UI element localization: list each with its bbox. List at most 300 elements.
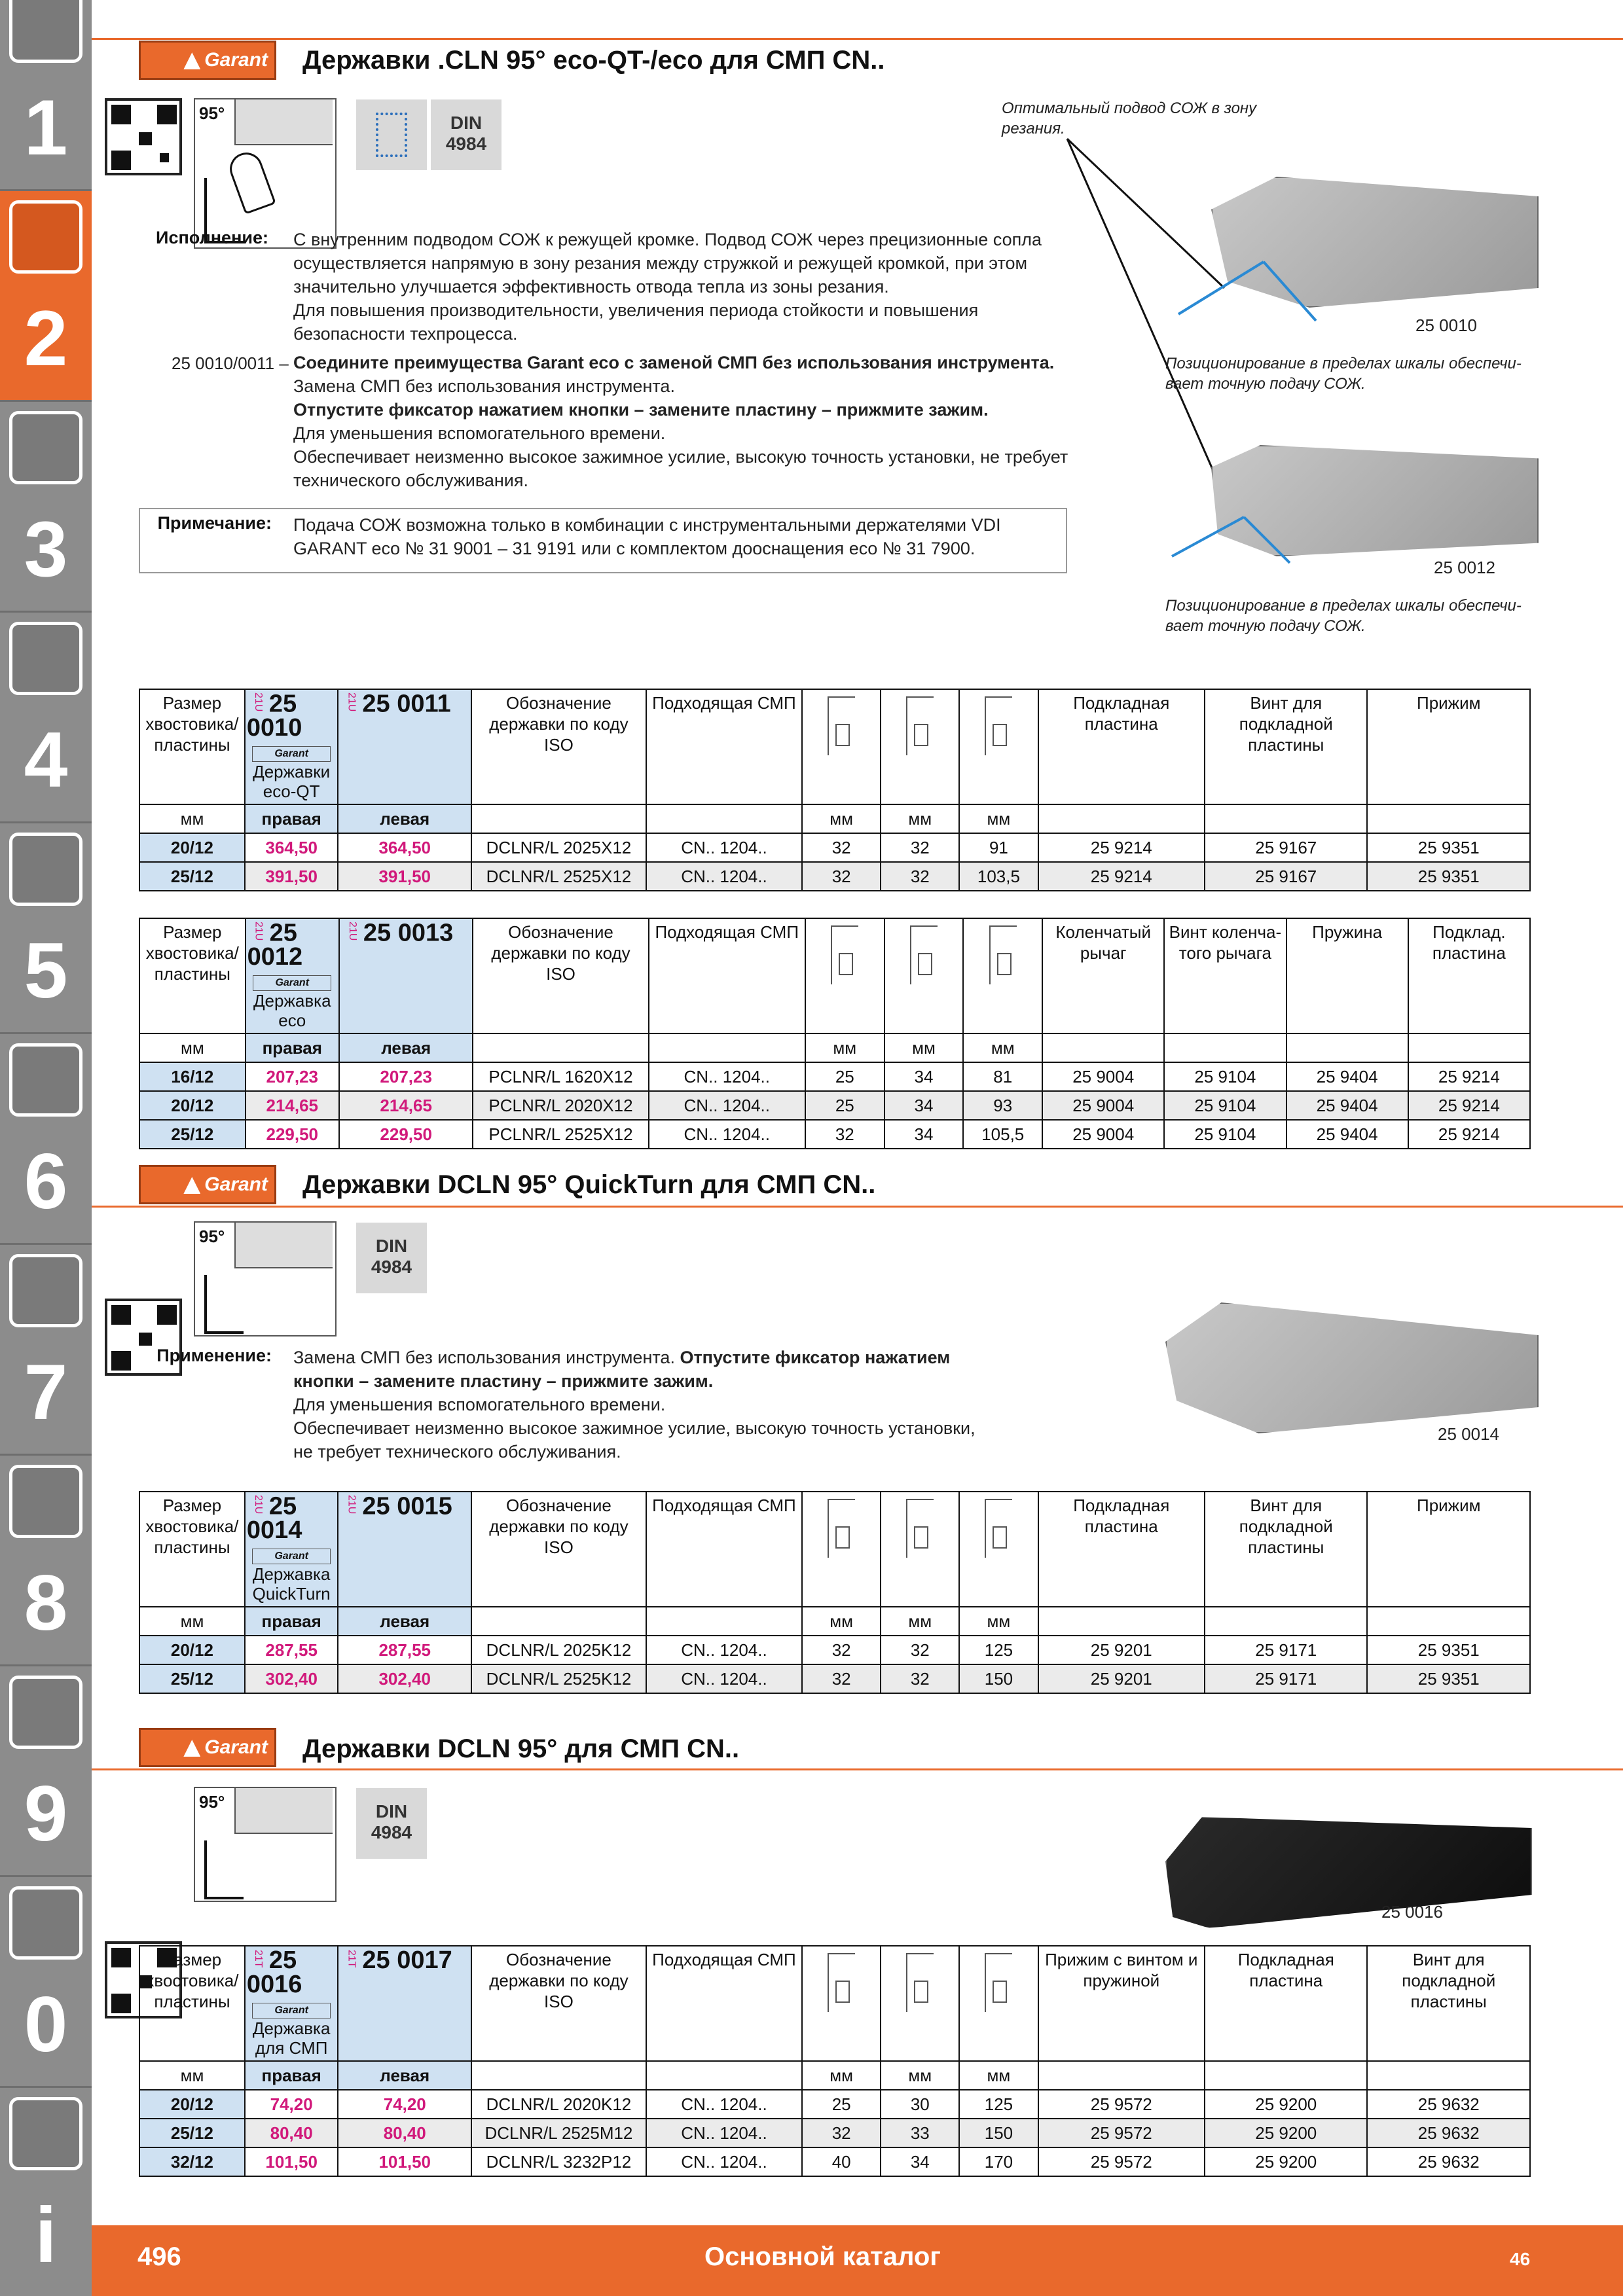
caption2-line2: вает точную подачу СОЖ.	[1165, 617, 1366, 635]
cell-value: CN.. 1204..	[646, 2119, 802, 2147]
empty	[1038, 2061, 1205, 2090]
cell-value: 32	[802, 1664, 881, 1693]
chapter-number: 4	[24, 716, 68, 804]
cell-size: 25/12	[139, 1120, 246, 1149]
dimension-icon	[985, 696, 1012, 755]
coolant-rays	[1165, 223, 1336, 327]
cell-price: 391,50	[245, 862, 338, 891]
cell-value: 40	[802, 2147, 881, 2176]
header-part-1: Прижим с винтом и пружиной	[1038, 1946, 1205, 2061]
cell-value: 25 9200	[1205, 2090, 1367, 2119]
cell-value: DCLNR/L 2020K12	[471, 2090, 646, 2119]
header-dim-2	[881, 1946, 959, 2061]
chapter-icon	[9, 1254, 82, 1327]
cell-value: 93	[963, 1091, 1042, 1120]
table-row	[139, 1120, 1530, 1149]
cell-value: PCLNR/L 1620X12	[473, 1062, 648, 1091]
note-label: Примечание:	[157, 513, 272, 533]
empty	[646, 1607, 802, 1636]
angle-label-3: 95°	[199, 1792, 225, 1812]
page-number-small: 46	[1510, 2249, 1531, 2269]
empty	[1367, 2061, 1530, 2090]
din3-line2: 4984	[371, 1822, 412, 1842]
header-dim-3	[959, 1946, 1038, 2061]
cell-value: DCLNR/L 2525M12	[471, 2119, 646, 2147]
text-line: осуществляется напрямую в зону резания между стружкой и режущей кромкой, при этом	[293, 253, 1028, 273]
ispolnenie-text	[293, 228, 1079, 346]
empty	[1286, 1033, 1408, 1062]
header-code-left: 21U 25 0013	[339, 918, 473, 1033]
chapter-tab-8[interactable]	[0, 1456, 92, 1666]
header-dim-3	[959, 1492, 1038, 1607]
cell-size: 20/12	[139, 2090, 245, 2119]
chapter-tab-i[interactable]	[0, 2088, 92, 2296]
cell-value: CN.. 1204..	[646, 833, 802, 862]
cell-price: 80,40	[245, 2119, 338, 2147]
cell-value: 25 9404	[1286, 1091, 1408, 1120]
chapter-icon	[9, 833, 82, 906]
header-code-right: 21T 25 0016 Garant Державка для СМП	[245, 1946, 338, 2061]
header-part-2: Винт для подкладной пластины	[1205, 689, 1367, 804]
cell-value: 25 9201	[1038, 1664, 1205, 1693]
garant-mini-logo: Garant	[253, 975, 331, 991]
cell-value: 32	[802, 2119, 881, 2147]
chapter-icon	[9, 1886, 82, 1960]
cell-value: 34	[881, 2147, 959, 2176]
angle-diagram	[194, 98, 337, 249]
header-part-1: Подкладная пластина	[1038, 1492, 1205, 1607]
cell-value: 25 9404	[1286, 1120, 1408, 1149]
cell-value: 25 9200	[1205, 2119, 1367, 2147]
angle-diagram-3	[194, 1787, 337, 1902]
table-row	[139, 862, 1530, 891]
header-part-2: Винт для подкладной пластины	[1205, 1492, 1367, 1607]
chapter-sidebar	[0, 0, 92, 2296]
cell-value: 150	[959, 1664, 1038, 1693]
header-code-left: 21U 25 0011	[338, 689, 471, 804]
header-dim-2	[884, 918, 964, 1033]
primenenie-label: Применение:	[156, 1346, 272, 1365]
ref-lines	[293, 422, 1079, 492]
cell-value: 103,5	[959, 862, 1038, 891]
unit-mm: мм	[881, 1607, 959, 1636]
cell-value: 25 9214	[1038, 862, 1205, 891]
chapter-icon	[9, 622, 82, 695]
cell-value: CN.. 1204..	[646, 2147, 802, 2176]
label-right: правая	[245, 1607, 338, 1636]
header-iso: Обозначение державки по коду ISO	[471, 1492, 646, 1607]
cell-value: DCLNR/L 2525K12	[471, 1664, 646, 1693]
label-left: левая	[338, 804, 471, 833]
table-row	[139, 833, 1530, 862]
cell-price: 101,50	[338, 2147, 471, 2176]
header-part-1: Коленчатый рычаг	[1042, 918, 1164, 1033]
callout-coolant: Оптимальный подвод СОЖ в зону резания.	[1002, 99, 1257, 137]
table-subheader-row	[139, 1607, 1530, 1636]
header-iso: Обозначение державки по коду ISO	[473, 918, 648, 1033]
prim-lines	[293, 1393, 1013, 1463]
cell-value: CN.. 1204..	[649, 1091, 805, 1120]
text-line: С внутренним подводом СОЖ к режущей кромке. Подвод СОЖ через прецизионные сопла	[293, 230, 1042, 249]
table-header-row	[139, 918, 1530, 1033]
header-insert: Подходящая СМП	[646, 689, 802, 804]
unit-mm: мм	[139, 1033, 246, 1062]
code-250014: 25 0014	[1438, 1424, 1499, 1444]
chapter-icon	[9, 1676, 82, 1749]
cell-value: DCLNR/L 2025X12	[471, 833, 646, 862]
ispolnenie-label: Исполнение:	[156, 228, 268, 247]
cell-value: 25 9200	[1205, 2147, 1367, 2176]
qr-code	[105, 98, 182, 175]
unit-mm: мм	[959, 1607, 1038, 1636]
cell-value: 25	[805, 1091, 884, 1120]
table-row	[139, 1664, 1530, 1693]
label-right: правая	[246, 1033, 339, 1062]
unit-mm: мм	[139, 804, 245, 833]
code-250016: 25 0016	[1381, 1902, 1443, 1922]
header-dim-3	[959, 689, 1038, 804]
holder-caption-text: Державка eco	[253, 991, 331, 1031]
empty	[471, 2061, 646, 2090]
cell-value: 25 9171	[1205, 1636, 1367, 1664]
dimension-icon	[828, 696, 855, 755]
chapter-tab-0[interactable]	[0, 1877, 92, 2088]
tool-image-250016	[1165, 1817, 1532, 1928]
unit-mm: мм	[963, 1033, 1042, 1062]
header-code-right: 21U 25 0010 Garant Державки eco-QT	[245, 689, 338, 804]
din2-line1: DIN	[375, 1236, 408, 1256]
cell-value: 25 9167	[1205, 833, 1367, 862]
dimension-icon	[828, 1499, 855, 1558]
text-line: не требует технического обслуживания.	[293, 1442, 621, 1462]
dimension-icon	[906, 696, 934, 755]
cell-value: 25 9572	[1038, 2090, 1205, 2119]
empty	[1042, 1033, 1164, 1062]
caption1-line1: Позиционирование в пределах шкалы обеспечи-	[1165, 355, 1522, 372]
header-insert: Подходящая СМП	[646, 1492, 802, 1607]
unit-mm: мм	[881, 2061, 959, 2090]
unit-mm: мм	[139, 1607, 245, 1636]
table-25-0014	[139, 1491, 1531, 1694]
dimension-icon	[906, 1499, 934, 1558]
table-row	[139, 1091, 1530, 1120]
table-25-0012	[139, 918, 1531, 1149]
chapter-number: 9	[24, 1770, 68, 1857]
din-badge	[431, 99, 501, 170]
holder-caption	[247, 1998, 337, 2058]
section3-title: Державки DCLN 95° для СМП CN..	[302, 1734, 740, 1763]
cell-value: 25 9404	[1286, 1062, 1408, 1091]
cell-value: 25 9351	[1367, 833, 1530, 862]
holder-caption-text: Державки eco-QT	[253, 762, 331, 802]
header-part-3: Пружина	[1286, 918, 1408, 1033]
section1-title: Державки .CLN 95° eco-QT-/eco для СМП CN..	[302, 46, 885, 75]
empty	[471, 1607, 646, 1636]
cell-price: 364,50	[245, 833, 338, 862]
empty	[646, 804, 802, 833]
din-line2: 4984	[445, 134, 487, 154]
dimension-icon	[910, 925, 938, 984]
text-line: Обеспечивает неизменно высокое зажимное усилие, высокую точность установки,	[293, 1418, 976, 1438]
cell-value: 34	[884, 1120, 964, 1149]
cell-value: 25 9632	[1367, 2090, 1530, 2119]
table-subheader-row	[139, 2061, 1530, 2090]
cell-value: 25 9214	[1408, 1062, 1530, 1091]
empty	[1164, 1033, 1286, 1062]
chapter-tab-1[interactable]	[0, 0, 92, 191]
garant-mini-logo: Garant	[252, 2003, 331, 2018]
header-code-right: 21U 25 0014 Garant Державка QuickTurn	[245, 1492, 338, 1607]
cell-price: 214,65	[339, 1091, 473, 1120]
cell-value: 34	[884, 1091, 964, 1120]
cell-value: 25 9351	[1367, 1664, 1530, 1693]
cell-value: 25 9351	[1367, 1636, 1530, 1664]
header-part-3: Прижим	[1367, 689, 1530, 804]
cell-size: 20/12	[139, 833, 245, 862]
prim-l1a: Замена СМП без использования инструмента.	[293, 1348, 680, 1367]
cell-size: 25/12	[139, 2119, 245, 2147]
header-dim-3	[963, 918, 1042, 1033]
cell-value: 81	[963, 1062, 1042, 1091]
header-size: Размер хвостовика/ пластины	[139, 918, 246, 1033]
cell-value: 25 9004	[1042, 1062, 1164, 1091]
text-line: технического обслуживания.	[293, 471, 529, 490]
cell-value: 32	[881, 833, 959, 862]
unit-mm: мм	[959, 2061, 1038, 2090]
cell-value: 91	[959, 833, 1038, 862]
chapter-number: 6	[24, 1138, 68, 1225]
code-250012: 25 0012	[1434, 558, 1495, 577]
cell-value: 25 9104	[1164, 1120, 1286, 1149]
holder-caption	[247, 741, 337, 801]
cell-value: 34	[884, 1062, 964, 1091]
header-size: Размер хвостовика/ пластины	[139, 689, 245, 804]
holder-caption-text: Державка QuickTurn	[252, 1564, 331, 1604]
chapter-icon	[9, 200, 82, 274]
chapter-number: 0	[24, 1981, 68, 2068]
unit-mm: мм	[881, 804, 959, 833]
text-line: безопасности техпроцесса.	[293, 324, 518, 344]
cell-price: 74,20	[338, 2090, 471, 2119]
header-part-1: Подкладная пластина	[1038, 689, 1205, 804]
cell-value: 32	[802, 862, 881, 891]
chapter-number: 1	[24, 84, 68, 171]
cell-value: 25 9171	[1205, 1664, 1367, 1693]
dimension-icon	[828, 1953, 855, 2012]
garant-logo-3: Garant	[139, 1728, 276, 1767]
header-code-left: 21T 25 0017	[338, 1946, 471, 2061]
ref-line2: Замена СМП без использования инструмента.	[293, 376, 675, 396]
garant-logo-2: Garant	[139, 1165, 276, 1204]
label-left: левая	[339, 1033, 473, 1062]
cell-price: 101,50	[245, 2147, 338, 2176]
text-line: Обеспечивает неизменно высокое зажимное усилие, высокую точность установки, не требует	[293, 447, 1068, 467]
empty	[1038, 1607, 1205, 1636]
footer-title: Основной каталог	[704, 2242, 941, 2271]
garant-logo: Garant	[139, 41, 276, 80]
cell-price: 229,50	[246, 1120, 339, 1149]
caption2-line1: Позиционирование в пределах шкалы обеспечи-	[1165, 597, 1522, 615]
text-line: Подача СОЖ возможна только в комбинации с инструментальными держателями VDI	[293, 515, 1001, 535]
page-number: 496	[137, 2242, 181, 2271]
cell-price: 80,40	[338, 2119, 471, 2147]
prim-l2: кнопки – замените пластину – прижмите зажим.	[293, 1371, 714, 1391]
table-header-row	[139, 1492, 1530, 1607]
chapter-icon	[9, 1043, 82, 1117]
cell-value: CN.. 1204..	[646, 862, 802, 891]
header-size: Размер хвостовика/ пластины	[139, 1946, 245, 2061]
caption1-line2: вает точную подачу СОЖ.	[1165, 375, 1366, 393]
dimension-icon	[906, 1953, 934, 2012]
chapter-icon	[9, 2097, 82, 2170]
chapter-tab-4[interactable]	[0, 613, 92, 823]
din-badge-3	[356, 1788, 427, 1859]
cell-value: 33	[881, 2119, 959, 2147]
note-text	[293, 513, 1059, 560]
cell-value: PCLNR/L 2525X12	[473, 1120, 648, 1149]
header-part-2: Подкладная пластина	[1205, 1946, 1367, 2061]
header-dim-2	[881, 689, 959, 804]
tool-image-250014	[1165, 1302, 1539, 1433]
label-left: левая	[338, 2061, 471, 2090]
unit-mm: мм	[802, 804, 881, 833]
text-line: значительно улучшается эффективность отвода тепла из зоны резания.	[293, 277, 889, 296]
cell-value: 25 9214	[1408, 1120, 1530, 1149]
ref-bold2: Отпустите фиксатор нажатием кнопки – замените пластину – прижмите зажим.	[293, 400, 989, 420]
ref-label: 25 0010/0011 –	[172, 353, 289, 373]
cell-value: 32	[881, 1636, 959, 1664]
header-dim-1	[802, 689, 881, 804]
header-dim-1	[805, 918, 884, 1033]
cell-value: 25 9214	[1408, 1091, 1530, 1120]
chapter-number: 7	[24, 1348, 68, 1436]
header-part-2: Винт коленча-того рычага	[1164, 918, 1286, 1033]
cell-value: 170	[959, 2147, 1038, 2176]
header-code-right: 21U 25 0012 Garant Державка eco	[246, 918, 339, 1033]
primenenie-text	[293, 1346, 1013, 1463]
text-line: Для уменьшения вспомогательного времени.	[293, 1395, 666, 1414]
cell-value: 32	[802, 1636, 881, 1664]
chapter-number: i	[35, 2191, 57, 2279]
cell-value: 25 9632	[1367, 2147, 1530, 2176]
ref-bold: Соедините преимущества Garant eco с заменой СМП без использования инструмента.	[293, 353, 1055, 372]
cell-value: CN.. 1204..	[646, 1636, 802, 1664]
din2-line2: 4984	[371, 1257, 412, 1277]
cell-price: 74,20	[245, 2090, 338, 2119]
cell-size: 16/12	[139, 1062, 246, 1091]
cell-value: 32	[802, 833, 881, 862]
chapter-tab-7[interactable]	[0, 1245, 92, 1456]
angle-label-2: 95°	[199, 1227, 225, 1246]
empty	[471, 804, 646, 833]
din3-line1: DIN	[375, 1801, 408, 1821]
header-rule-3	[92, 1768, 1623, 1770]
header-rule-2	[92, 1206, 1623, 1208]
cell-value: 25 9572	[1038, 2119, 1205, 2147]
cell-price: 287,55	[245, 1636, 338, 1664]
empty	[649, 1033, 805, 1062]
label-right: правая	[245, 2061, 338, 2090]
empty	[1205, 2061, 1367, 2090]
header-dim-2	[881, 1492, 959, 1607]
cell-size: 25/12	[139, 862, 245, 891]
cell-price: 364,50	[338, 833, 471, 862]
cell-value: 25 9104	[1164, 1062, 1286, 1091]
chapter-icon	[9, 0, 82, 63]
table-row	[139, 2119, 1530, 2147]
chapter-tab-5[interactable]	[0, 823, 92, 1034]
chapter-number: 2	[24, 295, 68, 382]
header-dim-1	[802, 1492, 881, 1607]
garant-mini-logo: Garant	[252, 746, 331, 762]
unit-mm: мм	[139, 2061, 245, 2090]
cell-value: 105,5	[963, 1120, 1042, 1149]
angle-diagram-2	[194, 1221, 337, 1336]
empty	[1205, 804, 1367, 833]
unit-mm: мм	[884, 1033, 964, 1062]
cell-value: DCLNR/L 2025K12	[471, 1636, 646, 1664]
table-subheader-row	[139, 804, 1530, 833]
empty	[1367, 1607, 1530, 1636]
cell-value: CN.. 1204..	[646, 1664, 802, 1693]
cell-value: 32	[881, 1664, 959, 1693]
chapter-number: 3	[24, 505, 68, 593]
header-insert: Подходящая СМП	[649, 918, 805, 1033]
header-dim-1	[802, 1946, 881, 2061]
header-size: Размер хвостовика/ пластины	[139, 1492, 245, 1607]
header-rule	[92, 38, 1623, 40]
table-25-0010	[139, 689, 1531, 891]
label-right: правая	[245, 804, 338, 833]
cell-value: 25 9104	[1164, 1091, 1286, 1120]
table-row	[139, 2090, 1530, 2119]
table-header-row	[139, 689, 1530, 804]
chapter-tab-9[interactable]	[0, 1666, 92, 1877]
empty	[473, 1033, 648, 1062]
chapter-tab-6[interactable]	[0, 1034, 92, 1245]
cell-value: 150	[959, 2119, 1038, 2147]
text-line: Для повышения производительности, увеличения периода стойкости и повышения	[293, 300, 979, 320]
cell-value: 25 9004	[1042, 1091, 1164, 1120]
din-line1: DIN	[450, 113, 483, 133]
unit-mm: мм	[959, 804, 1038, 833]
cell-value: CN.. 1204..	[649, 1062, 805, 1091]
cell-price: 207,23	[339, 1062, 473, 1091]
chapter-tab-2[interactable]	[0, 191, 92, 402]
cell-price: 302,40	[245, 1664, 338, 1693]
text-line: Для уменьшения вспомогательного времени.	[293, 423, 666, 443]
cell-value: CN.. 1204..	[646, 2090, 802, 2119]
cell-value: 30	[881, 2090, 959, 2119]
holder-caption-text: Державка для СМП	[252, 2018, 331, 2058]
cell-price: 302,40	[338, 1664, 471, 1693]
holder-caption	[247, 970, 337, 1030]
chapter-number: 8	[24, 1559, 68, 1647]
unit-mm: мм	[802, 1607, 881, 1636]
cell-value: 25 9351	[1367, 862, 1530, 891]
chapter-tab-3[interactable]	[0, 402, 92, 613]
cell-value: DCLNR/L 3232P12	[471, 2147, 646, 2176]
section2-title: Державки DCLN 95° QuickTurn для СМП CN..	[302, 1170, 876, 1199]
cell-price: 229,50	[339, 1120, 473, 1149]
cell-price: 391,50	[338, 862, 471, 891]
prim-l1b: Отпустите фиксатор нажатием	[680, 1348, 951, 1367]
chapter-icon	[9, 1465, 82, 1538]
unit-mm: мм	[805, 1033, 884, 1062]
dimension-icon	[985, 1953, 1012, 2012]
code-250010: 25 0010	[1415, 315, 1477, 335]
cell-value: 25	[802, 2090, 881, 2119]
